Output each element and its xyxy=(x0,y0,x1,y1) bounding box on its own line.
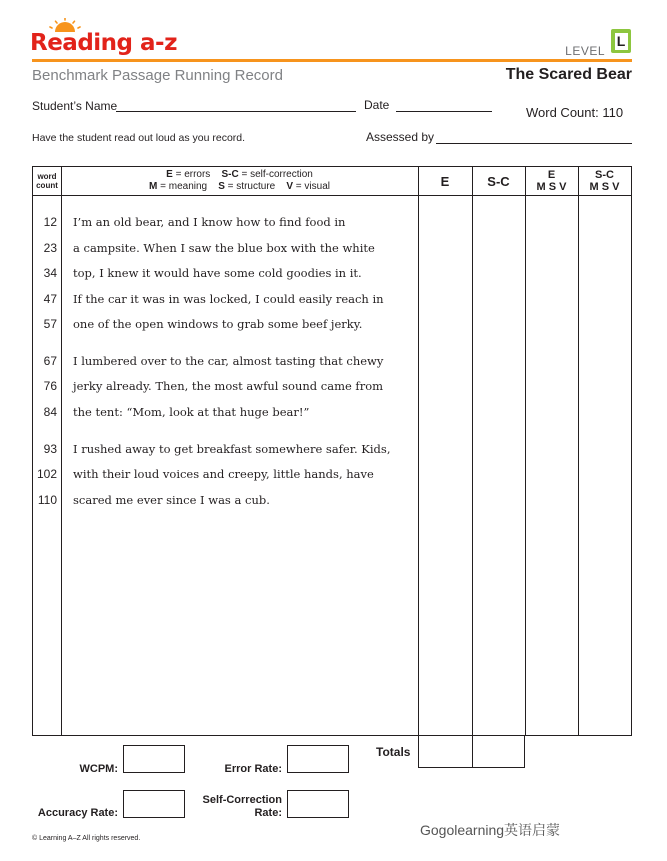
watermark-text: Gogolearning英语启蒙 xyxy=(420,822,561,838)
self-correction-rate-box[interactable] xyxy=(287,790,349,818)
passage-line: I’m an old bear, and I know how to find food in xyxy=(73,215,346,229)
column-divider xyxy=(525,167,526,735)
legend-line-1: E = errors S-C = self-correction xyxy=(166,169,313,180)
story-title: The Scared Bear xyxy=(505,66,632,83)
word-count-header: word count xyxy=(36,172,58,190)
word-count-cell: 12 xyxy=(43,215,57,229)
passage-line: I rushed away to get breakfast somewhere safer. Kids, xyxy=(73,442,391,456)
header-divider xyxy=(32,59,632,62)
word-count-cell: 47 xyxy=(43,292,57,306)
accuracy-rate-box[interactable] xyxy=(123,790,185,818)
errors-column-header: E xyxy=(440,173,450,189)
column-divider xyxy=(472,167,473,735)
totals-box xyxy=(418,735,525,768)
passage-line: I lumbered over to the car, almost tasting that chewy xyxy=(73,354,384,368)
reading-az-logo xyxy=(30,18,177,58)
wcpm-box[interactable] xyxy=(123,745,185,773)
accuracy-rate-label: Accuracy Rate: xyxy=(37,807,118,819)
word-count: Word Count: 110 xyxy=(526,105,624,120)
student-name-field[interactable] xyxy=(116,111,356,112)
passage-line: the tent: “Mom, look at that huge bear!” xyxy=(73,405,310,419)
assessed-by-field[interactable] xyxy=(436,143,632,144)
word-count-cell: 110 xyxy=(37,493,57,507)
word-count-cell: 76 xyxy=(43,379,57,393)
legend-header xyxy=(61,167,418,195)
passage-line: If the car it was in was locked, I could easily reach in xyxy=(73,292,384,306)
passage-line: jerky already. Then, the most awful sound came from xyxy=(73,379,384,393)
word-count-cell: 57 xyxy=(43,317,57,331)
error-rate-box[interactable] xyxy=(287,745,349,773)
self-correction-msv-column-header: S-C M S V xyxy=(589,169,620,193)
word-count-cell: 34 xyxy=(43,266,57,280)
word-count-cell: 23 xyxy=(43,241,57,255)
errors-msv-column-header: E M S V xyxy=(536,169,567,193)
column-divider xyxy=(61,167,62,735)
passage-line: top, I knew it would have some cold goodies in it. xyxy=(73,266,362,280)
error-rate-label: Error Rate: xyxy=(224,763,282,775)
totals-label: Totals xyxy=(376,745,411,759)
column-divider xyxy=(578,167,579,735)
self-correction-column-header: S-C xyxy=(487,173,510,189)
header-rule xyxy=(33,195,631,196)
instruction-text: Have the student read out loud as you record. xyxy=(32,132,246,144)
passage-line: a campsite. When I saw the blue box with the white xyxy=(73,241,375,255)
student-name-label: Student’s Name xyxy=(32,99,118,113)
level-value: L xyxy=(615,33,628,50)
legend-line-2: M = meaning S = structure V = visual xyxy=(149,181,330,192)
logo-text: Reading a-z xyxy=(30,30,177,56)
self-correction-rate-label: Self-Correction Rate: xyxy=(202,794,282,819)
date-label: Date xyxy=(364,98,390,112)
wcpm-label: WCPM: xyxy=(79,763,118,775)
totals-divider xyxy=(472,735,473,767)
passage-line: scared me ever since I was a cub. xyxy=(73,493,270,507)
word-count-cell: 84 xyxy=(43,405,57,419)
copyright-text: © Learning A–Z All rights reserved. xyxy=(32,835,141,842)
word-count-cell: 67 xyxy=(43,354,57,368)
level-badge xyxy=(611,29,631,53)
passage-line: one of the open windows to grab some beef jerky. xyxy=(73,317,363,331)
word-count-cell: 102 xyxy=(36,467,57,481)
level-label: LEVEL xyxy=(565,44,605,58)
passage-line: with their loud voices and creepy, little hands, have xyxy=(73,467,374,481)
assessed-by-label: Assessed by xyxy=(366,130,435,144)
date-field[interactable] xyxy=(396,111,492,112)
running-record-table xyxy=(32,166,632,736)
page-subtitle: Benchmark Passage Running Record xyxy=(32,67,283,84)
word-count-cell: 93 xyxy=(43,442,57,456)
column-divider xyxy=(418,167,419,735)
